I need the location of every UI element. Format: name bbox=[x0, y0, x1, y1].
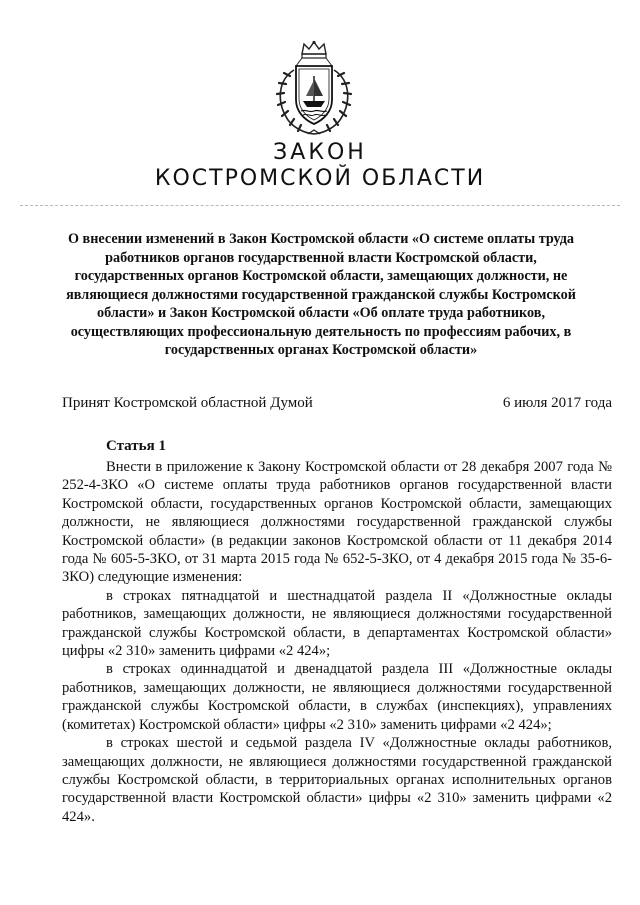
doc-type-title: ЗАКОН bbox=[273, 140, 367, 165]
article-body bbox=[62, 458, 612, 826]
paragraph: Внести в приложение к Закону Костромской области от 28 декабря 2007 года № 252-4-ЗКО «О системе оплаты труда работников органов государственной власти Костромской области, государственных органов Костромской области, замещающих должности, не являющиеся должностями государственной гражданской службы Костромской области» (в редакции законов Костромской области от 11 декабря 2014 года № 605-5-ЗКО, от 31 марта 2015 года № 652-5-ЗКО, от 4 декабря 2015 года № 35-6-ЗКО) следующие изменения: bbox=[62, 459, 612, 586]
region-title: КОСТРОМСКОЙ ОБЛАСТИ bbox=[154, 166, 486, 191]
scan-artifact-line bbox=[20, 205, 620, 206]
paragraph: в строках пятнадцатой и шестнадцатой раздела II «Должностные оклады работников, замещающих должности, не являющиеся должностями государственной гражданской службы Костромской области, в департаментах Костромской области» цифры «2 310» заменить цифрами «2 424»; bbox=[62, 587, 612, 660]
adoption-date: 6 июля 2017 года bbox=[502, 395, 612, 411]
law-title: О внесении изменений в Закон Костромской области «О системе оплаты труда работников органов государственной власти Костромской области, государственных органов Костромской области, замещающих должности, не являющиеся должностями государственной гражданской службы Костромской области» и Закон Костромской области «Об оплате труда работников, осуществляющих профессиональную деятельность по профессиям рабочих, в государственных органах Костромской области» bbox=[66, 231, 576, 358]
kostroma-coat-of-arms-icon bbox=[268, 40, 360, 138]
adopting-body: Принят Костромской областной Думой bbox=[62, 395, 313, 411]
article-heading: Статья 1 bbox=[106, 438, 166, 454]
adoption-line bbox=[62, 395, 612, 412]
paragraph: в строках шестой и седьмой раздела IV «Должностные оклады работников, замещающих должности, не являющиеся должностями государственной гражданской службы Костромской области, в территориальных органах исполнительных органов государственной власти Костромской области» цифры «2 310» заменить цифрами «2 424». bbox=[62, 735, 612, 825]
paragraph: в строках одиннадцатой и двенадцатой раздела III «Должностные оклады работников, замещающих должности, не являющиеся должностями государственной гражданской службы Костромской области, в службах (инспекциях), управлениях (комитетах) Костромской области» цифры «2 310» заменить цифрами «2 424»; bbox=[62, 661, 612, 733]
